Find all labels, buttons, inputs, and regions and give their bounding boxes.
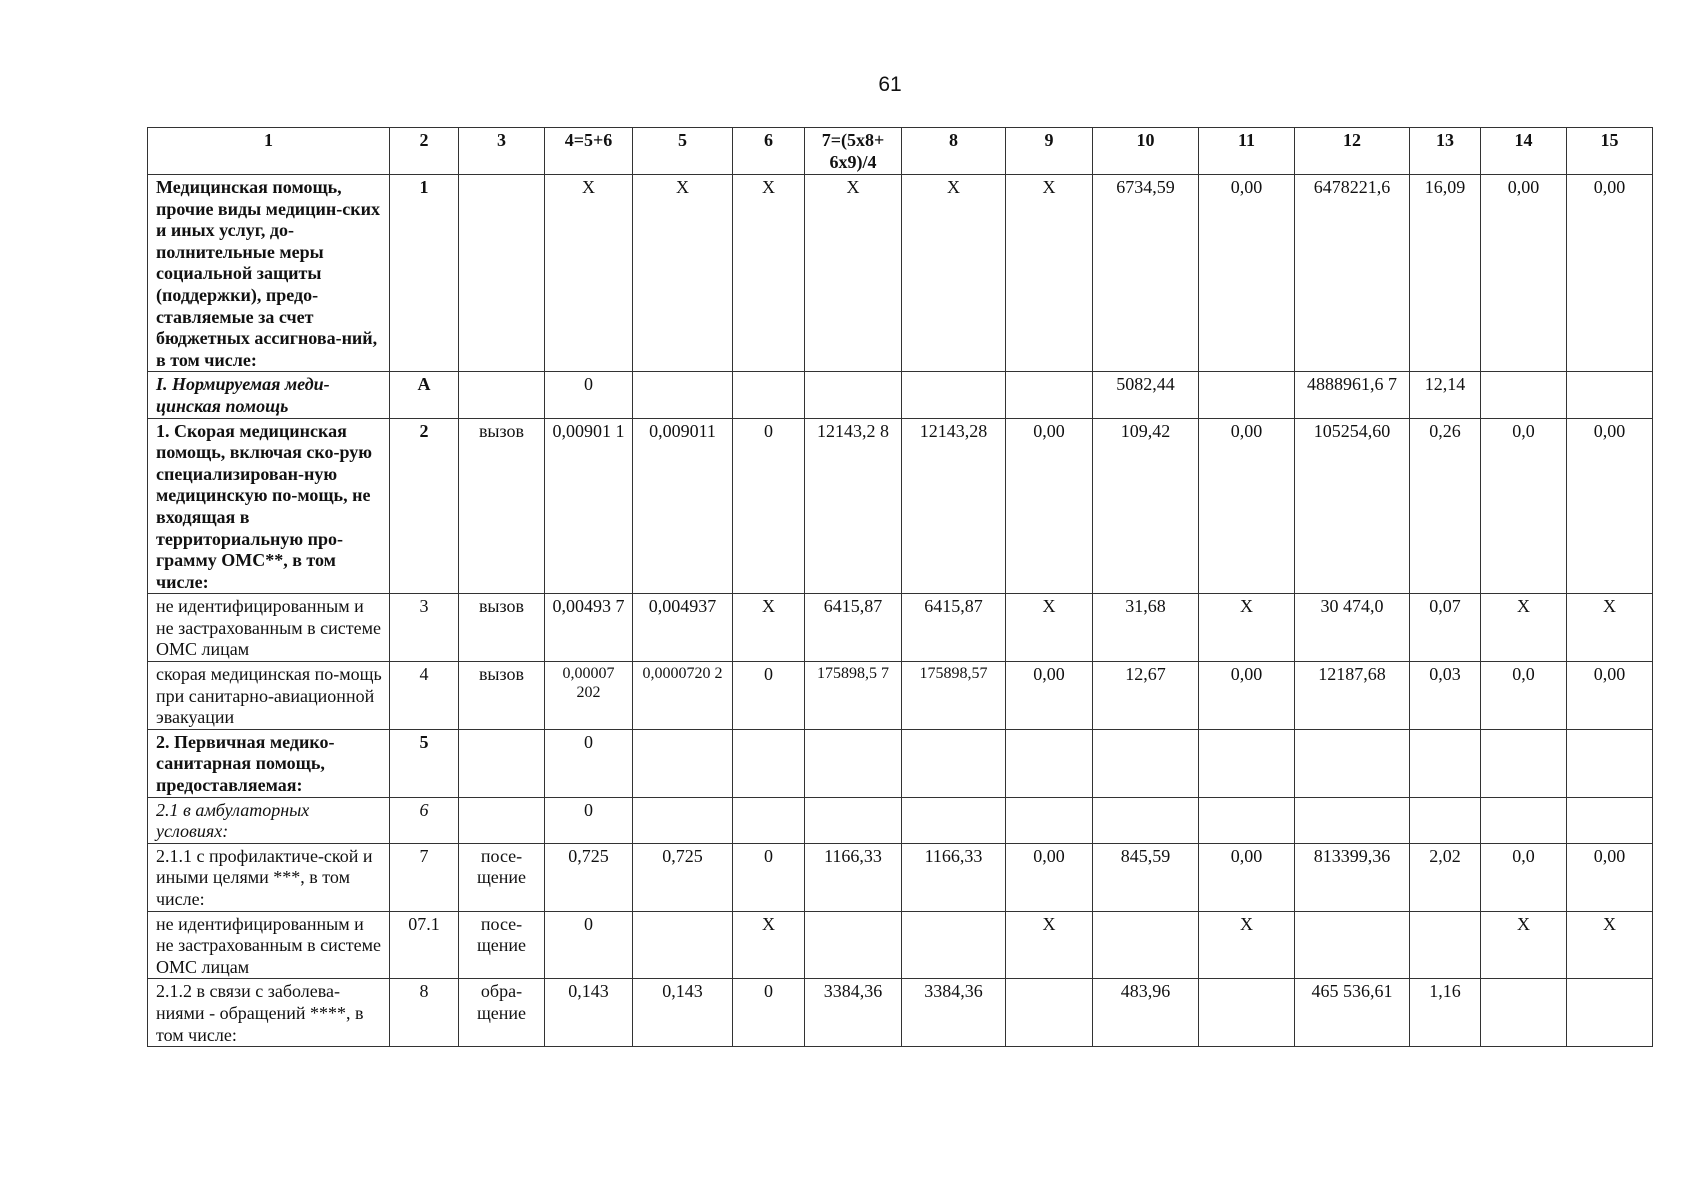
table-cell-col-12: 12187,68 xyxy=(1295,662,1410,730)
table-cell-col-9: X xyxy=(1006,594,1093,662)
table-cell-col-11 xyxy=(1199,729,1295,797)
table-cell-col-11: X xyxy=(1199,911,1295,979)
column-header-4: 4=5+6 xyxy=(545,128,633,175)
table-cell-col-12: 4888961,6 7 xyxy=(1295,372,1410,418)
row-description: I. Нормируемая меди-цинская помощь xyxy=(148,372,390,418)
table-cell-col-6: 0 xyxy=(733,843,805,911)
table-cell-col-11: 0,00 xyxy=(1199,418,1295,594)
table-cell-col-15 xyxy=(1567,729,1653,797)
table-cell-col-10: 483,96 xyxy=(1093,979,1199,1047)
table-cell-col-5: 0,0000720 2 xyxy=(633,662,733,730)
column-header-11: 11 xyxy=(1199,128,1295,175)
row-description: Медицинская помощь, прочие виды медицин-ских и иных услуг, до-полнительные меры социальной защиты (поддержки), предо-ставляемые за счет бюджетных ассигнова-ний, в том числе: xyxy=(148,175,390,372)
table-cell-col-4: 0,00007 202 xyxy=(545,662,633,730)
table-cell-col-7 xyxy=(805,729,902,797)
table-cell-col-14: 0,0 xyxy=(1481,662,1567,730)
table-cell-col-13 xyxy=(1410,797,1481,843)
row-description: 2.1 в амбулаторных условиях: xyxy=(148,797,390,843)
table-cell-col-8 xyxy=(902,797,1006,843)
table-cell-col-14 xyxy=(1481,372,1567,418)
table-cell-col-4: 0,725 xyxy=(545,843,633,911)
table-cell-col-3: вызов xyxy=(459,418,545,594)
table-row xyxy=(148,594,1653,662)
table-cell-col-2: 2 xyxy=(390,418,459,594)
table-cell-col-12 xyxy=(1295,729,1410,797)
table-cell-col-15 xyxy=(1567,372,1653,418)
table-cell-col-9: X xyxy=(1006,175,1093,372)
row-description: 1. Скорая медицинская помощь, включая ско-рую специализирован-ную медицинскую по-мощь, не входящая в территориальную про-грамму ОМС**, в том числе: xyxy=(148,418,390,594)
table-cell-col-8: 6415,87 xyxy=(902,594,1006,662)
table-cell-col-12 xyxy=(1295,911,1410,979)
column-header-8: 8 xyxy=(902,128,1006,175)
financing-table xyxy=(147,127,1653,1047)
table-cell-col-13: 1,16 xyxy=(1410,979,1481,1047)
table-cell-col-11 xyxy=(1199,372,1295,418)
table-cell-col-2: 1 xyxy=(390,175,459,372)
table-cell-col-9 xyxy=(1006,729,1093,797)
table-cell-col-10: 109,42 xyxy=(1093,418,1199,594)
table-cell-col-6: X xyxy=(733,175,805,372)
table-cell-col-6: 0 xyxy=(733,418,805,594)
table-row xyxy=(148,911,1653,979)
table-cell-col-13: 16,09 xyxy=(1410,175,1481,372)
table-cell-col-14 xyxy=(1481,729,1567,797)
table-cell-col-8 xyxy=(902,372,1006,418)
table-cell-col-9 xyxy=(1006,797,1093,843)
table-cell-col-10 xyxy=(1093,729,1199,797)
table-cell-col-8 xyxy=(902,729,1006,797)
table-cell-col-3 xyxy=(459,372,545,418)
table-cell-col-15: 0,00 xyxy=(1567,843,1653,911)
table-row xyxy=(148,372,1653,418)
row-description: 2.1.1 с профилактиче-ской и иными целями ***, в том числе: xyxy=(148,843,390,911)
table-cell-col-3: посе-щение xyxy=(459,911,545,979)
table-cell-col-13: 2,02 xyxy=(1410,843,1481,911)
column-header-14: 14 xyxy=(1481,128,1567,175)
table-cell-col-11: 0,00 xyxy=(1199,662,1295,730)
row-description: скорая медицинская по-мощь при санитарно-авиационной эвакуации xyxy=(148,662,390,730)
column-header-10: 10 xyxy=(1093,128,1199,175)
table-cell-col-15 xyxy=(1567,979,1653,1047)
table-cell-col-13: 0,07 xyxy=(1410,594,1481,662)
table-cell-col-5: 0,143 xyxy=(633,979,733,1047)
table-cell-col-2: 07.1 xyxy=(390,911,459,979)
table-cell-col-4: 0,143 xyxy=(545,979,633,1047)
table-cell-col-3: посе-щение xyxy=(459,843,545,911)
table-cell-col-6: X xyxy=(733,911,805,979)
table-cell-col-9: 0,00 xyxy=(1006,843,1093,911)
row-description: 2.1.2 в связи с заболева-ниями - обращений ****, в том числе: xyxy=(148,979,390,1047)
table-cell-col-10: 845,59 xyxy=(1093,843,1199,911)
table-cell-col-14 xyxy=(1481,979,1567,1047)
table-cell-col-15 xyxy=(1567,797,1653,843)
table-cell-col-14: 0,0 xyxy=(1481,843,1567,911)
row-description: не идентифицированным и не застрахованным в системе ОМС лицам xyxy=(148,911,390,979)
table-cell-col-8: 175898,57 xyxy=(902,662,1006,730)
table-cell-col-10: 5082,44 xyxy=(1093,372,1199,418)
table-cell-col-5 xyxy=(633,372,733,418)
table-cell-col-7: 12143,2 8 xyxy=(805,418,902,594)
table-cell-col-12: 105254,60 xyxy=(1295,418,1410,594)
column-header-3: 3 xyxy=(459,128,545,175)
table-row xyxy=(148,843,1653,911)
table-row xyxy=(148,729,1653,797)
table-cell-col-7 xyxy=(805,911,902,979)
table-cell-col-7 xyxy=(805,797,902,843)
table-cell-col-10: 31,68 xyxy=(1093,594,1199,662)
table-cell-col-15: 0,00 xyxy=(1567,662,1653,730)
table-cell-col-6: X xyxy=(733,594,805,662)
table-cell-col-3: вызов xyxy=(459,662,545,730)
page-number: 61 xyxy=(878,73,902,96)
table-cell-col-6 xyxy=(733,729,805,797)
table-cell-col-10: 12,67 xyxy=(1093,662,1199,730)
table-cell-col-12 xyxy=(1295,797,1410,843)
table-cell-col-8: 12143,28 xyxy=(902,418,1006,594)
table-cell-col-11: 0,00 xyxy=(1199,175,1295,372)
table-cell-col-13 xyxy=(1410,911,1481,979)
table-cell-col-11: 0,00 xyxy=(1199,843,1295,911)
table-cell-col-15: 0,00 xyxy=(1567,175,1653,372)
table-cell-col-12: 465 536,61 xyxy=(1295,979,1410,1047)
table-row xyxy=(148,979,1653,1047)
table-cell-col-3: обра-щение xyxy=(459,979,545,1047)
table-cell-col-9: 0,00 xyxy=(1006,418,1093,594)
table-cell-col-2: 5 xyxy=(390,729,459,797)
table-cell-col-4: 0,00493 7 xyxy=(545,594,633,662)
table-cell-col-13 xyxy=(1410,729,1481,797)
table-cell-col-7 xyxy=(805,372,902,418)
table-cell-col-14: X xyxy=(1481,911,1567,979)
table-cell-col-7: 175898,5 7 xyxy=(805,662,902,730)
table-cell-col-3 xyxy=(459,729,545,797)
column-header-12: 12 xyxy=(1295,128,1410,175)
table-cell-col-6: 0 xyxy=(733,662,805,730)
table-cell-col-9 xyxy=(1006,979,1093,1047)
table-cell-col-15: 0,00 xyxy=(1567,418,1653,594)
table-cell-col-7: X xyxy=(805,175,902,372)
table-cell-col-2: 4 xyxy=(390,662,459,730)
table-cell-col-6 xyxy=(733,797,805,843)
table-cell-col-3 xyxy=(459,175,545,372)
table-cell-col-4: 0 xyxy=(545,911,633,979)
table-cell-col-7: 6415,87 xyxy=(805,594,902,662)
column-header-7: 7=(5x8+ 6x9)/4 xyxy=(805,128,902,175)
table-row xyxy=(148,662,1653,730)
table-cell-col-14: 0,0 xyxy=(1481,418,1567,594)
table-cell-col-7: 1166,33 xyxy=(805,843,902,911)
table-cell-col-5 xyxy=(633,729,733,797)
table-row xyxy=(148,175,1653,372)
table-cell-col-5 xyxy=(633,911,733,979)
table-cell-col-6 xyxy=(733,372,805,418)
table-cell-col-4: 0,00901 1 xyxy=(545,418,633,594)
table-cell-col-4: 0 xyxy=(545,797,633,843)
column-header-2: 2 xyxy=(390,128,459,175)
table-cell-col-2: 8 xyxy=(390,979,459,1047)
table-cell-col-13: 0,03 xyxy=(1410,662,1481,730)
table-cell-col-14 xyxy=(1481,797,1567,843)
table-cell-col-4: 0 xyxy=(545,729,633,797)
table-cell-col-12: 30 474,0 xyxy=(1295,594,1410,662)
table-cell-col-15: X xyxy=(1567,594,1653,662)
table-cell-col-6: 0 xyxy=(733,979,805,1047)
table-cell-col-2: 6 xyxy=(390,797,459,843)
table-cell-col-8: 1166,33 xyxy=(902,843,1006,911)
table-cell-col-8: 3384,36 xyxy=(902,979,1006,1047)
table-cell-col-9: 0,00 xyxy=(1006,662,1093,730)
table-cell-col-5: 0,004937 xyxy=(633,594,733,662)
table-cell-col-13: 12,14 xyxy=(1410,372,1481,418)
table-row xyxy=(148,797,1653,843)
table-cell-col-7: 3384,36 xyxy=(805,979,902,1047)
column-header-5: 5 xyxy=(633,128,733,175)
table-cell-col-10: 6734,59 xyxy=(1093,175,1199,372)
table-cell-col-8: X xyxy=(902,175,1006,372)
table-cell-col-8 xyxy=(902,911,1006,979)
table-cell-col-12: 6478221,6 xyxy=(1295,175,1410,372)
column-header-1: 1 xyxy=(148,128,390,175)
table-cell-col-4: 0 xyxy=(545,372,633,418)
table-cell-col-5: 0,009011 xyxy=(633,418,733,594)
table-cell-col-11: X xyxy=(1199,594,1295,662)
table-cell-col-12: 813399,36 xyxy=(1295,843,1410,911)
table-header-row xyxy=(148,128,1653,175)
column-header-15: 15 xyxy=(1567,128,1653,175)
table-cell-col-4: X xyxy=(545,175,633,372)
table-cell-col-3 xyxy=(459,797,545,843)
table-cell-col-2: 3 xyxy=(390,594,459,662)
table-cell-col-10 xyxy=(1093,911,1199,979)
table-cell-col-5 xyxy=(633,797,733,843)
table-cell-col-15: X xyxy=(1567,911,1653,979)
row-description: не идентифицированным и не застрахованным в системе ОМС лицам xyxy=(148,594,390,662)
table-cell-col-5: 0,725 xyxy=(633,843,733,911)
column-header-13: 13 xyxy=(1410,128,1481,175)
table-row xyxy=(148,418,1653,594)
table-cell-col-14: 0,00 xyxy=(1481,175,1567,372)
table-cell-col-9 xyxy=(1006,372,1093,418)
table-cell-col-13: 0,26 xyxy=(1410,418,1481,594)
table-cell-col-11 xyxy=(1199,979,1295,1047)
table-cell-col-9: X xyxy=(1006,911,1093,979)
table-cell-col-5: X xyxy=(633,175,733,372)
table-cell-col-2: 7 xyxy=(390,843,459,911)
column-header-9: 9 xyxy=(1006,128,1093,175)
row-description: 2. Первичная медико-санитарная помощь, предоставляемая: xyxy=(148,729,390,797)
table-cell-col-3: вызов xyxy=(459,594,545,662)
table-cell-col-14: X xyxy=(1481,594,1567,662)
table-cell-col-2: А xyxy=(390,372,459,418)
table-cell-col-11 xyxy=(1199,797,1295,843)
column-header-6: 6 xyxy=(733,128,805,175)
table-cell-col-10 xyxy=(1093,797,1199,843)
